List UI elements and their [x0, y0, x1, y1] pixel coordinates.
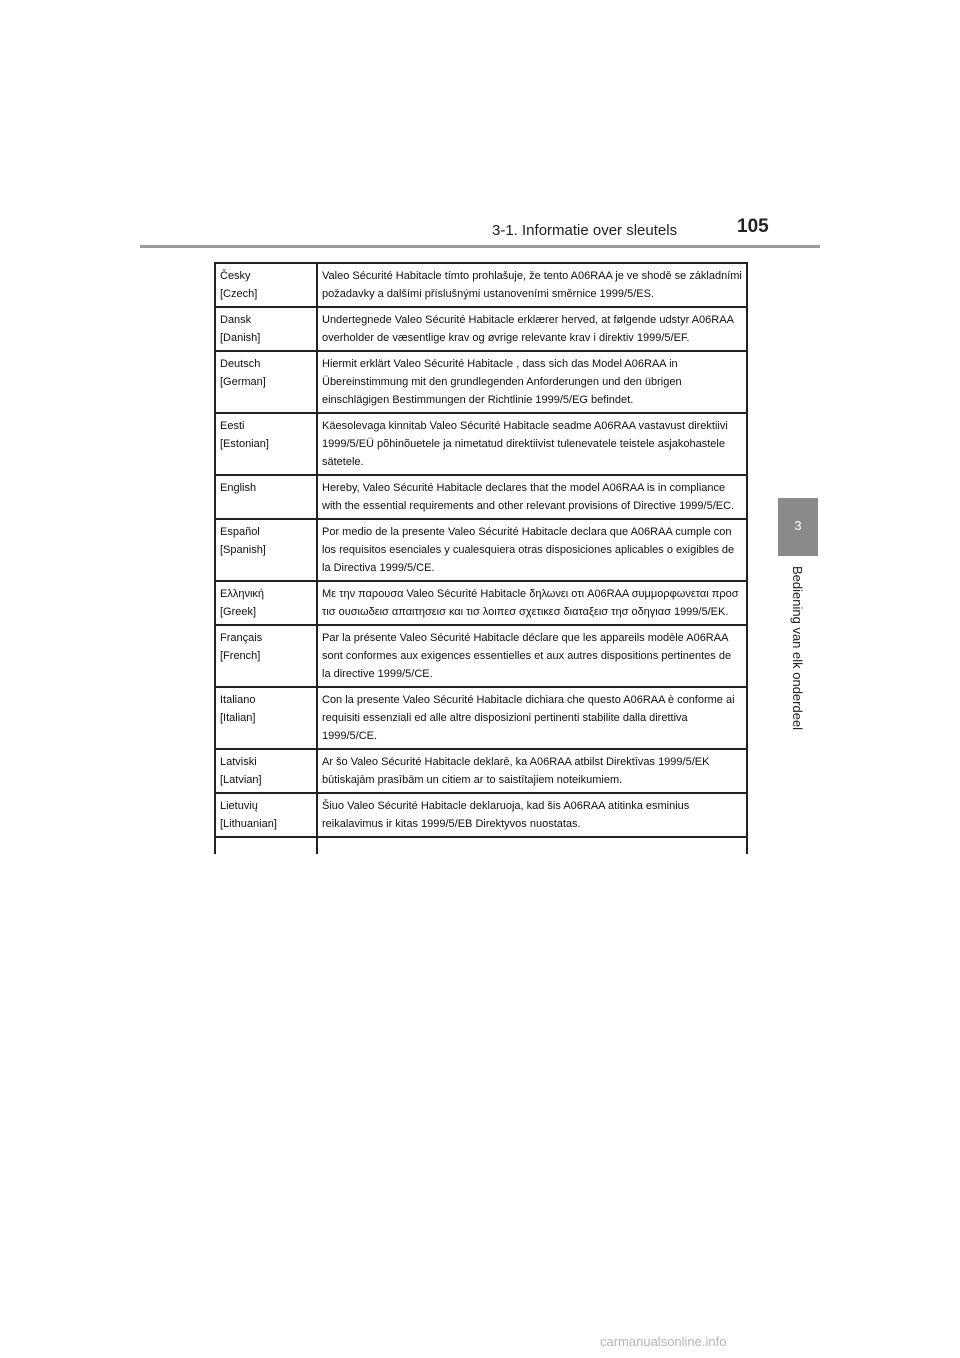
language-name: English [220, 482, 257, 494]
table-row [215, 475, 747, 519]
table-row [215, 749, 747, 793]
declaration-text: Undertegnede Valeo Sécurité Habitacle erklærer herved, at følgende udstyr A06RAA overholder de væsentlige krav og øvrige relevante krav i direktiv 1999/5/EF. [317, 307, 747, 351]
language-english-name: [Czech] [220, 288, 258, 300]
header-rule [140, 245, 820, 248]
language-cell [215, 475, 317, 519]
language-english-name: [Latvian] [220, 774, 262, 786]
declaration-text: Por medio de la presente Valeo Sécurité Habitacle declara que A06RAA cumple con los requisitos esenciales y cualesquiera otras disposiciones aplicables o exigibles de la Directiva 1999/5/CE. [317, 519, 747, 581]
language-cell [215, 687, 317, 749]
declaration-text: Valeo Sécurité Habitacle tímto prohlašuje, že tento A06RAA je ve shodě se základními požadavky a dalšími příslušnými ustanoveními směrnice 1999/5/ES. [317, 263, 747, 307]
language-cell [215, 625, 317, 687]
page-header [0, 212, 960, 246]
language-cell [215, 413, 317, 475]
language-cell [215, 263, 317, 307]
table-row [215, 625, 747, 687]
language-name: Italiano [220, 694, 256, 706]
table-row [215, 687, 747, 749]
language-english-name: [French] [220, 650, 261, 662]
declaration-text: Hiermit erklärt Valeo Sécurité Habitacle , dass sich das Model A06RAA in Übereinstimmung mit den grundlegenden Anforderungen und den übrigen einschlägigen Bestimmungen der Richtlinie 1999/5/EG befindet. [317, 351, 747, 413]
chapter-tab [778, 498, 818, 556]
table-row [215, 581, 747, 625]
language-cell [215, 307, 317, 351]
declaration-text: Con la presente Valeo Sécurité Habitacle dichiara che questo A06RAA è conforme ai requisiti essenziali ed alle altre disposizioni pertinenti stabilite dalla direttiva 1999/5/CE. [317, 687, 747, 749]
table-filler-row [215, 837, 747, 854]
declaration-text: Με την παρουσα Valeo Sécurité Habitacle δηλωνει οτι A06RAA συμμορφωνεται προσ τισ ουσιωδεισ απαιτησεισ και τισ λοιπεσ σχετικεσ διαταξεισ τησ οδηγιασ 1999/5/ΕΚ. [317, 581, 747, 625]
language-english-name: [Spanish] [220, 544, 266, 556]
language-english-name: [Italian] [220, 712, 256, 724]
chapter-label [778, 566, 818, 756]
section-title: 3-1. Informatie over sleutels [492, 222, 678, 239]
language-name: Latviski [220, 756, 257, 768]
language-cell [215, 581, 317, 625]
watermark: carmanualsonline.info [600, 1334, 727, 1349]
language-name: Español [220, 526, 260, 538]
language-name: Deutsch [220, 358, 261, 370]
filler-cell [215, 837, 317, 854]
language-name: Eesti [220, 420, 245, 432]
chapter-label-text: Bediening van elk onderdeel [790, 566, 805, 731]
declaration-text: Šiuo Valeo Sécurité Habitacle deklaruoja, kad šis A06RAA atitinka esminius reikalavimus ir kitas 1999/5/EB Direktyvos nuostatas. [317, 793, 747, 837]
declaration-table [214, 262, 748, 854]
language-name: Lietuvių [220, 800, 258, 812]
language-english-name: [German] [220, 376, 266, 388]
language-name: Česky [220, 270, 251, 282]
language-cell [215, 351, 317, 413]
table-row [215, 351, 747, 413]
table-row [215, 793, 747, 837]
language-cell [215, 793, 317, 837]
table-row [215, 413, 747, 475]
declaration-text: Käesolevaga kinnitab Valeo Sécurité Habitacle seadme A06RAA vastavust direktiivi 1999/5/EÜ põhinõuetele ja nimetatud direktiivist tulenevatele teistele asjakohastele sätetele. [317, 413, 747, 475]
language-english-name: [Danish] [220, 332, 261, 344]
language-name: Français [220, 632, 263, 644]
declaration-table-body [215, 263, 747, 854]
language-cell [215, 519, 317, 581]
language-english-name: [Lithuanian] [220, 818, 277, 830]
language-name: Ελληνική [220, 588, 265, 600]
declaration-text: Hereby, Valeo Sécurité Habitacle declares that the model A06RAA is in compliance with the essential requirements and other relevant provisions of Directive 1999/5/EC. [317, 475, 747, 519]
language-english-name: [Greek] [220, 606, 257, 618]
table-row [215, 263, 747, 307]
language-name: Dansk [220, 314, 252, 326]
language-cell [215, 749, 317, 793]
chapter-number: 3 [794, 518, 802, 533]
declaration-text: Par la présente Valeo Sécurité Habitacle déclare que les appareils modèle A06RAA sont conformes aux exigences essentielles et aux autres dispositions pertinentes de la directive 1999/5/CE. [317, 625, 747, 687]
page-number: 105 [737, 216, 769, 237]
table-row [215, 307, 747, 351]
language-english-name: [Estonian] [220, 438, 269, 450]
declaration-text: Ar šo Valeo Sécurité Habitacle deklarē, ka A06RAA atbilst Direktīvas 1999/5/EK būtiskajām prasībām un citiem ar to saistītajiem noteikumiem. [317, 749, 747, 793]
table-row [215, 519, 747, 581]
filler-cell [317, 837, 747, 854]
